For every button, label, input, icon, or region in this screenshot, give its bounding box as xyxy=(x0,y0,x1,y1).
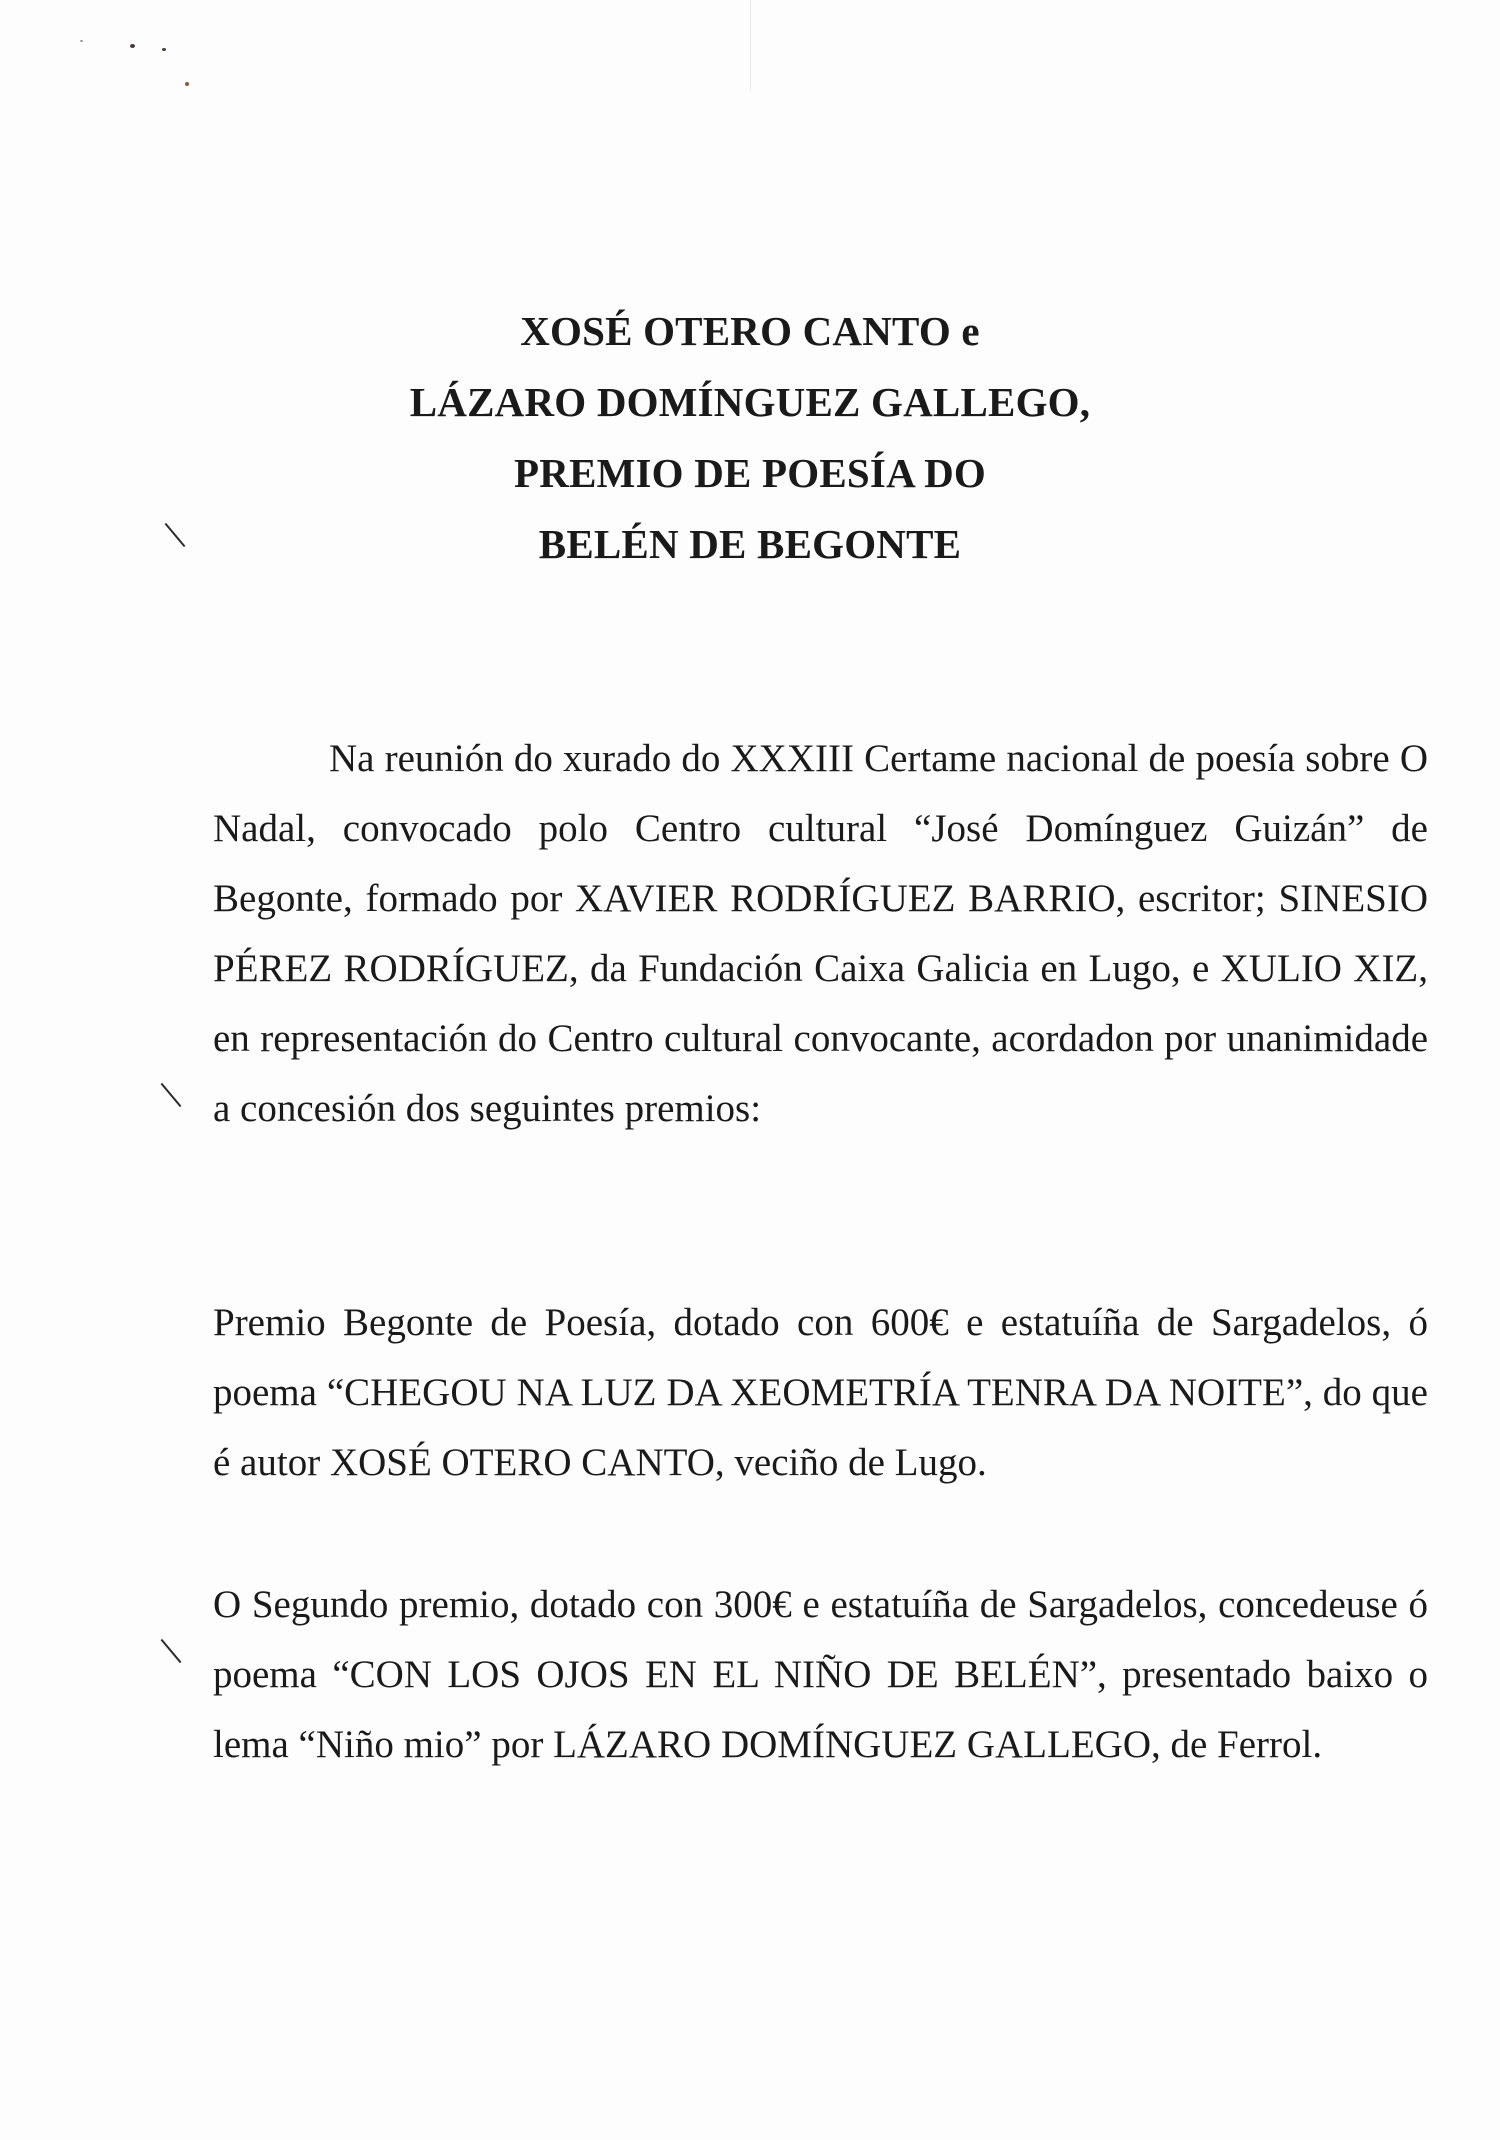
second-prize-paragraph: O Segundo premio, dotado con 300€ e estatuíña de Sargadelos, concedeuse ó poema “CON LOS OJOS EN EL NIÑO DE BELÉN”, presentado baixo o lema “Niño mio” por LÁZARO DOMÍNGUEZ GALLEGO, de Ferrol. xyxy=(213,1583,1428,1766)
first-prize-paragraph: Premio Begonte de Poesía, dotado con 600€ e estatuíña de Sargadelos, ó poema “CHEGOU NA LUZ DA XEOMETRÍA TENRA DA NOITE”, do que é autor XOSÉ OTERO CANTO, veciño de Lugo. xyxy=(213,1301,1428,1484)
jury-paragraph: Na reunión do xurado do XXXIII Certame nacional de poesía sobre O Nadal, convocado polo Centro cultural “José Domínguez Guizán” de Begonte, formado por XAVIER RODRÍGUEZ BARRIO, escritor; SINESIO PÉREZ RODRÍGUEZ, da Fundación Caixa Galicia en Lugo, e XULIO XIZ, en representación do Centro cultural convocante, acordadon por unanimidade a concesión dos seguintes premios: xyxy=(213,737,1428,1130)
margin-tick-mark xyxy=(161,1639,182,1663)
scan-speck xyxy=(80,40,83,42)
scan-fold-line xyxy=(750,0,751,90)
scan-speck xyxy=(185,82,189,86)
margin-tick-mark xyxy=(161,1083,182,1107)
document-title xyxy=(0,296,1500,580)
title-line: BELÉN DE BEGONTE xyxy=(538,521,962,567)
title-line: PREMIO DE POESÍA DO xyxy=(514,450,986,496)
title-line: LÁZARO DOMÍNGUEZ GALLEGO, xyxy=(409,379,1091,425)
title-line: XOSÉ OTERO CANTO e xyxy=(520,308,980,354)
scan-speck xyxy=(162,48,166,51)
scan-speck xyxy=(130,44,135,48)
